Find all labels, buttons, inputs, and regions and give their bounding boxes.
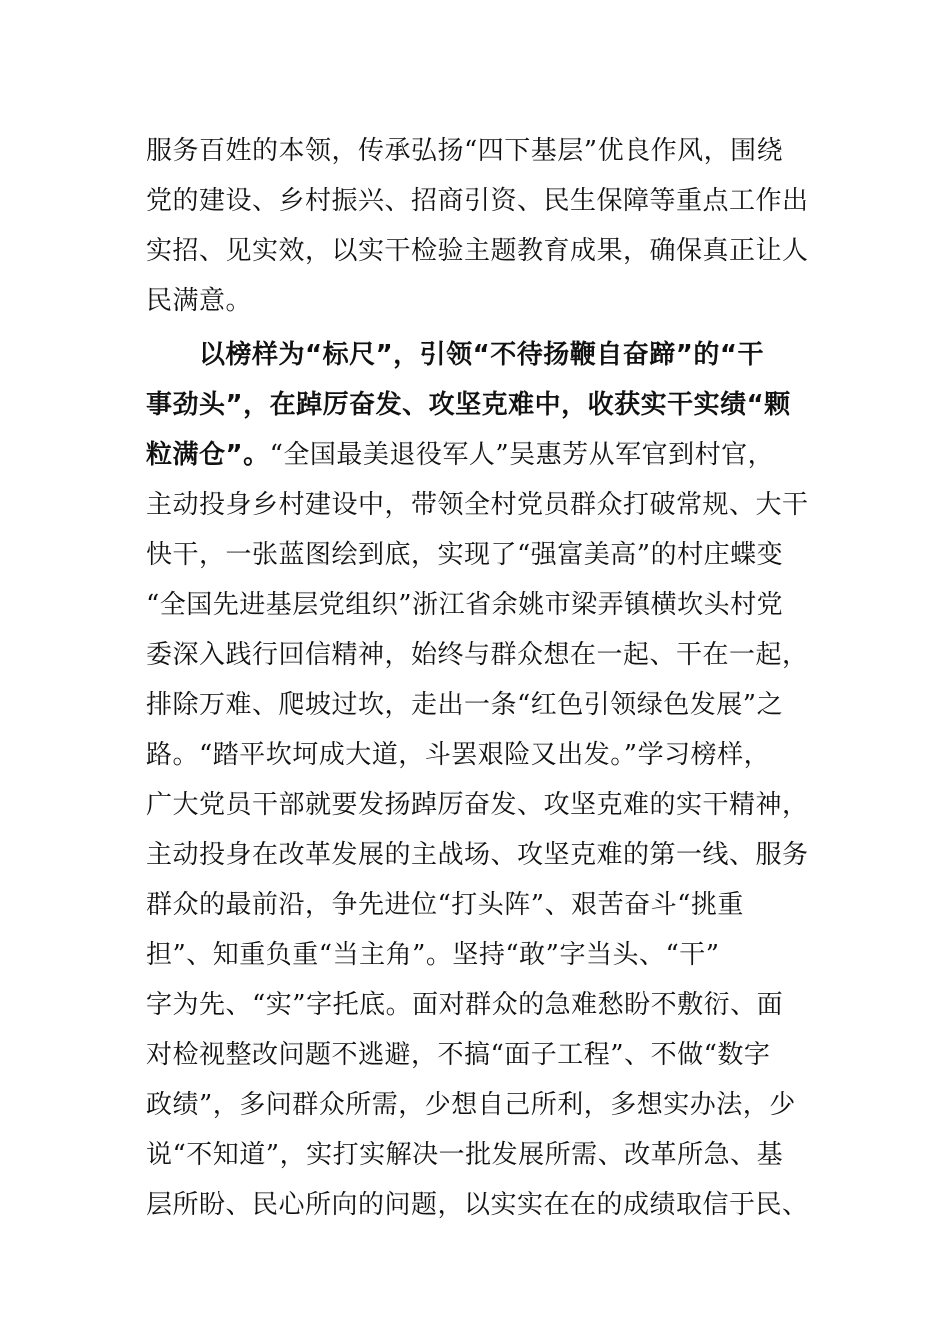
text-span: “全国最美退役军人”吴惠芳从军官到村官， (269, 440, 775, 470)
heading-line-end: 粒满仓”。 (146, 440, 270, 470)
heading-line: 事劲头”，在踔厉奋发、攻坚克难中，收获实干实绩“颗 (146, 390, 791, 420)
text-line: 字为先、“实”字托底。面对群众的急难愁盼不敷衍、面 (146, 990, 784, 1020)
text-line: 层所盼、民心所向的问题，以实实在在的成绩取信于民、 (146, 1190, 809, 1220)
text-line: 广大党员干部就要发扬踔厉奋发、攻坚克难的实干精神， (146, 790, 809, 820)
text-line: 路。“踏平坎坷成大道，斗罢艰险又出发。”学习榜样， (146, 740, 771, 770)
text-line: 排除万难、爬坡过坎，走出一条“红色引领绿色发展”之 (146, 690, 784, 720)
text-line: 群众的最前沿，争先进位“打头阵”、艰苦奋斗“挑重 (146, 890, 744, 920)
heading-line: 以榜样为“标尺”，引领“不待扬鞭自奋蹄”的“干 (146, 340, 764, 370)
text-line: 民满意。 (146, 286, 253, 316)
text-line: 担”、知重负重“当主角”。坚持“敢”字当头、“干” (146, 940, 720, 970)
text-line: 主动投身乡村建设中，带领全村党员群众打破常规、大干 (146, 490, 809, 520)
text-line: 委深入践行回信精神，始终与群众想在一起、干在一起， (146, 640, 809, 670)
text-line: 实招、见实效，以实干检验主题教育成果，确保真正让人 (146, 236, 809, 266)
text-line: 说“不知道”，实打实解决一批发展所需、改革所急、基 (146, 1140, 784, 1170)
text-line: 服务百姓的本领，传承弘扬“四下基层”优良作风，围绕 (146, 136, 784, 166)
text-line: 主动投身在改革发展的主战场、攻坚克难的第一线、服务 (146, 840, 809, 870)
text-line: 政绩”，多问群众所需，少想自己所利，多想实办法，少 (146, 1090, 796, 1120)
text-line: 快干，一张蓝图绘到底，实现了“强富美高”的村庄蝶变 (146, 540, 784, 570)
text-line: 对检视整改问题不逃避，不搞“面子工程”、不做“数字 (146, 1040, 771, 1070)
document-body (146, 126, 816, 1230)
mixed-line (146, 430, 816, 480)
text-line: 党的建设、乡村振兴、招商引资、民生保障等重点工作出 (146, 186, 809, 216)
text-line: “全国先进基层党组织”浙江省余姚市梁弄镇横坎头村党 (146, 590, 784, 620)
